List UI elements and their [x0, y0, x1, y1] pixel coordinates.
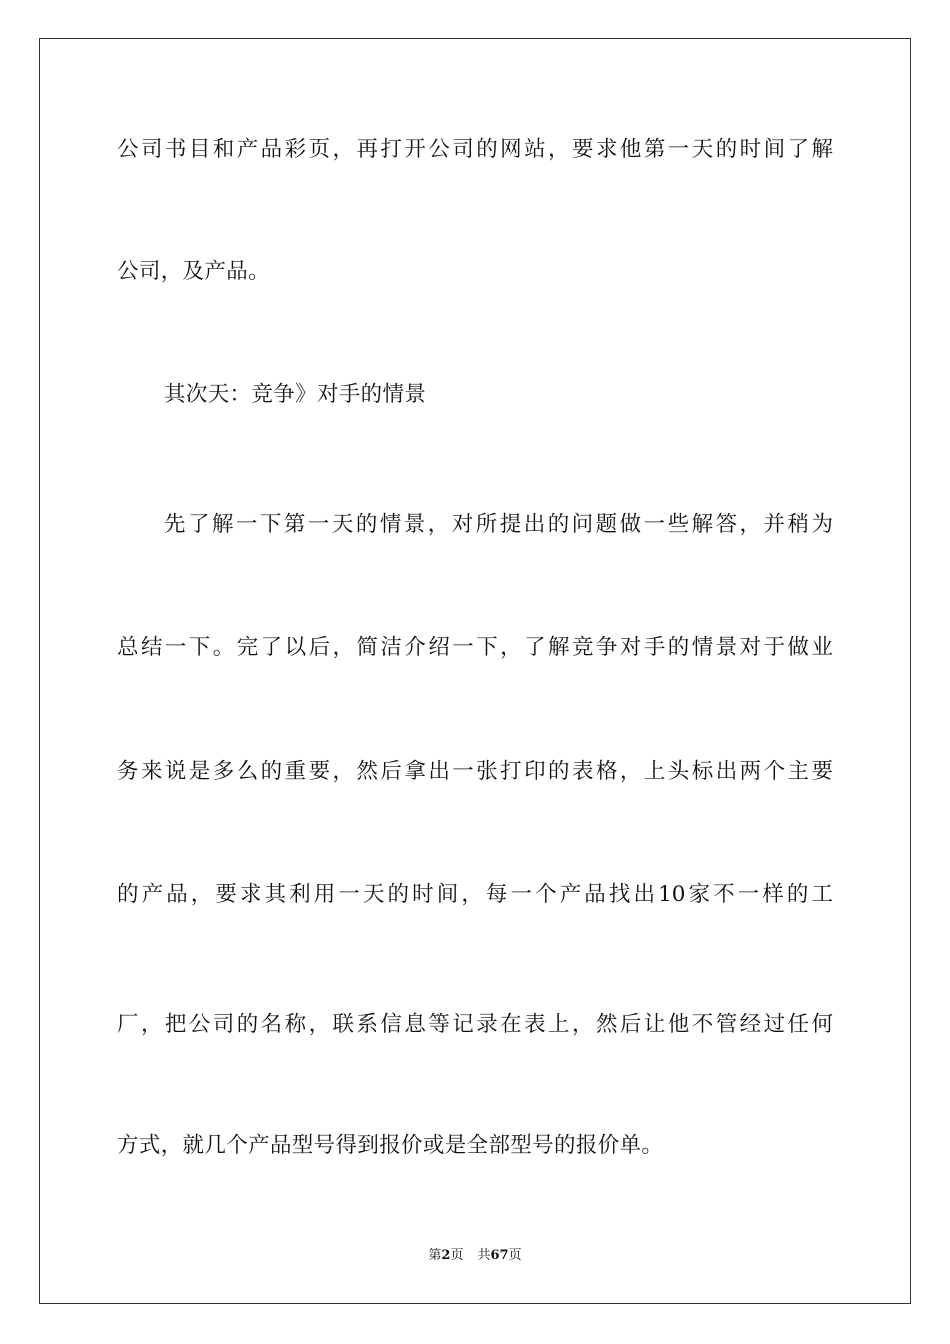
- paragraph-line-5: 务来说是多么的重要，然后拿出一张打印的表格，上头标出两个主要: [117, 759, 833, 784]
- footer-total-pages: 67: [490, 1248, 509, 1263]
- page-footer: [0, 1247, 950, 1265]
- paragraph-line-4: 总结一下。完了以后，简洁介绍一下，了解竞争对手的情景对于做业: [117, 635, 833, 660]
- footer-page-prefix: 第: [428, 1248, 442, 1263]
- paragraph-line-2: 公司，及产品。: [117, 259, 270, 284]
- paragraph-line-3: 先了解一下第一天的情景，对所提出的问题做一些解答，并稍为: [164, 512, 833, 537]
- footer-page-number: 2: [441, 1248, 451, 1263]
- paragraph-line-7: 厂，把公司的名称，联系信息等记录在表上，然后让他不管经过任何: [117, 1012, 833, 1037]
- footer-total-prefix: 共: [477, 1248, 491, 1263]
- paragraph-line-1: 公司书目和产品彩页，再打开公司的网站，要求他第一天的时间了解: [117, 137, 833, 162]
- section-heading: 其次天：竞争》对手的情景: [164, 382, 427, 407]
- paragraph-line-6: 的产品，要求其利用一天的时间，每一个产品找出10家不一样的工: [117, 882, 833, 907]
- footer-page-suffix: 页: [450, 1248, 464, 1263]
- footer-total-suffix: 页: [508, 1248, 522, 1263]
- page-border: [39, 38, 911, 1304]
- paragraph-line-8: 方式，就几个产品型号得到报价或是全部型号的报价单。: [117, 1133, 664, 1158]
